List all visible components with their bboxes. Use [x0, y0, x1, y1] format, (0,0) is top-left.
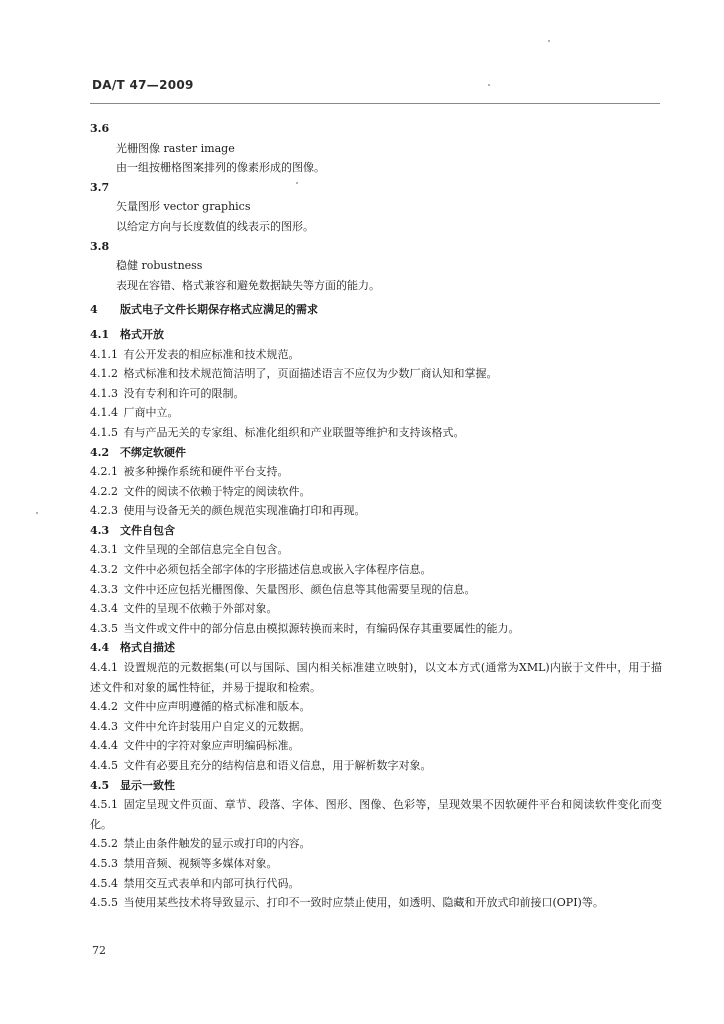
clause-text: 文件中必须包括全部字体的字形描述信息或嵌入字体程序信息。 — [123, 563, 432, 577]
scan-speck — [36, 512, 38, 514]
section-number: 4.1 — [90, 327, 110, 341]
clause-number: 4.4.4 — [90, 739, 118, 753]
term-name: 稳健 robustness — [116, 259, 203, 273]
clause-text: 禁用交互式表单和内部可执行代码。 — [123, 876, 300, 890]
clause — [90, 423, 662, 443]
clause-number: 4.5.3 — [90, 856, 118, 870]
section-number: 4.5 — [90, 778, 110, 792]
clause-number: 4.3.3 — [90, 582, 118, 596]
section-title: 文件自包含 — [120, 523, 175, 537]
chapter-heading — [90, 300, 662, 320]
section-number: 4.2 — [90, 445, 110, 459]
clause — [90, 403, 662, 423]
clause-number: 4.4.5 — [90, 759, 118, 772]
section-title: 格式开放 — [120, 327, 164, 341]
term-number: 3.7 — [90, 180, 110, 194]
clause-text: 文件中还应包括光栅图像、矢量图形、颜色信息等其他需要呈现的信息。 — [123, 582, 476, 596]
clause — [90, 795, 662, 834]
term-definition: 以给定方向与长度数值的线表示的图形。 — [116, 219, 314, 233]
clause-number: 4.2.1 — [90, 465, 118, 479]
scan-speck — [488, 84, 490, 86]
clause-text: 禁止由条件触发的显示或打印的内容。 — [123, 837, 311, 851]
section-heading — [90, 521, 662, 541]
term-definition: 表现在容错、格式兼容和避免数据缺失等方面的能力。 — [116, 278, 380, 292]
clause — [90, 482, 662, 502]
clause — [90, 560, 662, 580]
clause — [90, 364, 662, 384]
clause — [90, 580, 662, 600]
clause-number: 4.2.3 — [90, 504, 118, 518]
section-number: 4.4 — [90, 641, 110, 655]
clause — [90, 501, 662, 521]
scan-speck — [548, 40, 550, 42]
clause — [90, 874, 662, 894]
clause-number: 4.5.1 — [90, 798, 118, 812]
term-number: 3.6 — [90, 122, 110, 135]
clause-text: 使用与设备无关的颜色规范实现准确打印和再现。 — [123, 504, 366, 518]
clause-text: 格式标准和技术规范简洁明了，页面描述语言不应仅为少数厂商认知和掌握。 — [123, 367, 498, 381]
clause-number: 4.4.3 — [90, 719, 118, 733]
section-heading — [90, 443, 662, 463]
section-title: 格式自描述 — [120, 641, 175, 655]
term-definition: 由一组按栅格图案排列的像素形成的图像。 — [116, 161, 325, 175]
clause-text: 文件有必要且充分的结构信息和语义信息，用于解析数字对象。 — [123, 759, 432, 772]
clause-text: 有公开发表的相应标准和技术规范。 — [123, 347, 300, 361]
clause-text: 有与产品无关的专家组、标准化组织和产业联盟等维护和支持该格式。 — [123, 425, 465, 439]
clause-number: 4.3.4 — [90, 602, 118, 616]
clause — [90, 756, 662, 776]
section-title: 不绑定软硬件 — [120, 445, 186, 459]
clause — [90, 736, 662, 756]
header-rule — [90, 103, 660, 104]
clause-text: 固定呈现文件页面、章节、段落、字体、图形、图像、色彩等，呈现效果不因软硬件平台和阅读软件变化而变化。 — [90, 798, 662, 831]
clause — [90, 854, 662, 874]
clause-number: 4.1.1 — [90, 347, 118, 361]
clause — [90, 834, 662, 854]
page-number: 72 — [92, 944, 106, 957]
section-heading — [90, 776, 662, 796]
clause — [90, 540, 662, 560]
clause-text: 当文件或文件中的部分信息由模拟源转换而来时，有编码保存其重要属性的能力。 — [123, 621, 520, 635]
clause-number: 4.1.5 — [90, 425, 118, 439]
section-heading — [90, 325, 662, 345]
clause — [90, 893, 662, 913]
clause-text: 文件中应声明遵循的格式标准和版本。 — [123, 700, 311, 714]
clause-text: 文件的阅读不依赖于特定的阅读软件。 — [123, 484, 311, 498]
chapter-title: 版式电子文件长期保存格式应满足的需求 — [120, 303, 318, 317]
clause-number: 4.5.4 — [90, 876, 118, 890]
clause-number: 4.3.5 — [90, 621, 118, 635]
clause-text: 没有专利和许可的限制。 — [123, 386, 245, 400]
clause-number: 4.1.4 — [90, 406, 118, 420]
document-code-header: DA/T 47—2009 — [92, 78, 194, 92]
clause-text: 文件中的字符对象应声明编码标准。 — [123, 739, 300, 753]
chapter-number: 4 — [90, 303, 98, 317]
clause — [90, 697, 662, 717]
clause-text: 被多种操作系统和硬件平台支持。 — [123, 465, 289, 479]
clause-text: 文件中允许封装用户自定义的元数据。 — [123, 719, 311, 733]
clause-text: 文件呈现的全部信息完全自包含。 — [123, 543, 289, 557]
clause-text: 设置规范的元数据集(可以与国际、国内相关标准建立映射)，以文本方式(通常为XML)内嵌于文件中，用于描述文件和对象的属性特征，并易于提取和检索。 — [90, 661, 663, 694]
clause-number: 4.5.5 — [90, 896, 118, 910]
clause-number: 4.3.2 — [90, 563, 118, 577]
clause-text: 当使用某些技术将导致显示、打印不一致时应禁止使用，如透明、隐藏和开放式印前接口(OPI)等。 — [123, 896, 604, 910]
clause-number: 4.4.2 — [90, 700, 118, 714]
scan-speck — [296, 182, 298, 184]
clause-text: 禁用音频、视频等多媒体对象。 — [123, 856, 278, 870]
clause-number: 4.3.1 — [90, 543, 118, 557]
clause-number: 4.4.1 — [90, 661, 118, 675]
clause — [90, 384, 662, 404]
term-number: 3.8 — [90, 239, 110, 253]
section-heading — [90, 638, 662, 658]
clause-number: 4.1.2 — [90, 367, 118, 381]
section-title: 显示一致性 — [120, 778, 175, 792]
term-entry — [90, 178, 662, 237]
clause-number: 4.2.2 — [90, 484, 118, 498]
clause — [90, 619, 662, 639]
clause — [90, 717, 662, 737]
body-text — [90, 119, 662, 913]
clause — [90, 345, 662, 365]
term-entry — [90, 237, 662, 296]
clause — [90, 658, 662, 697]
clause-text: 厂商中立。 — [123, 406, 179, 420]
clause-number: 4.5.2 — [90, 837, 118, 851]
section-number: 4.3 — [90, 523, 110, 537]
term-name: 光栅图像 raster image — [116, 141, 235, 155]
clause-text: 文件的呈现不依赖于外部对象。 — [123, 602, 278, 616]
term-entry — [90, 119, 662, 178]
clause — [90, 599, 662, 619]
term-name: 矢量图形 vector graphics — [116, 200, 251, 214]
clause-number: 4.1.3 — [90, 386, 118, 400]
clause — [90, 462, 662, 482]
